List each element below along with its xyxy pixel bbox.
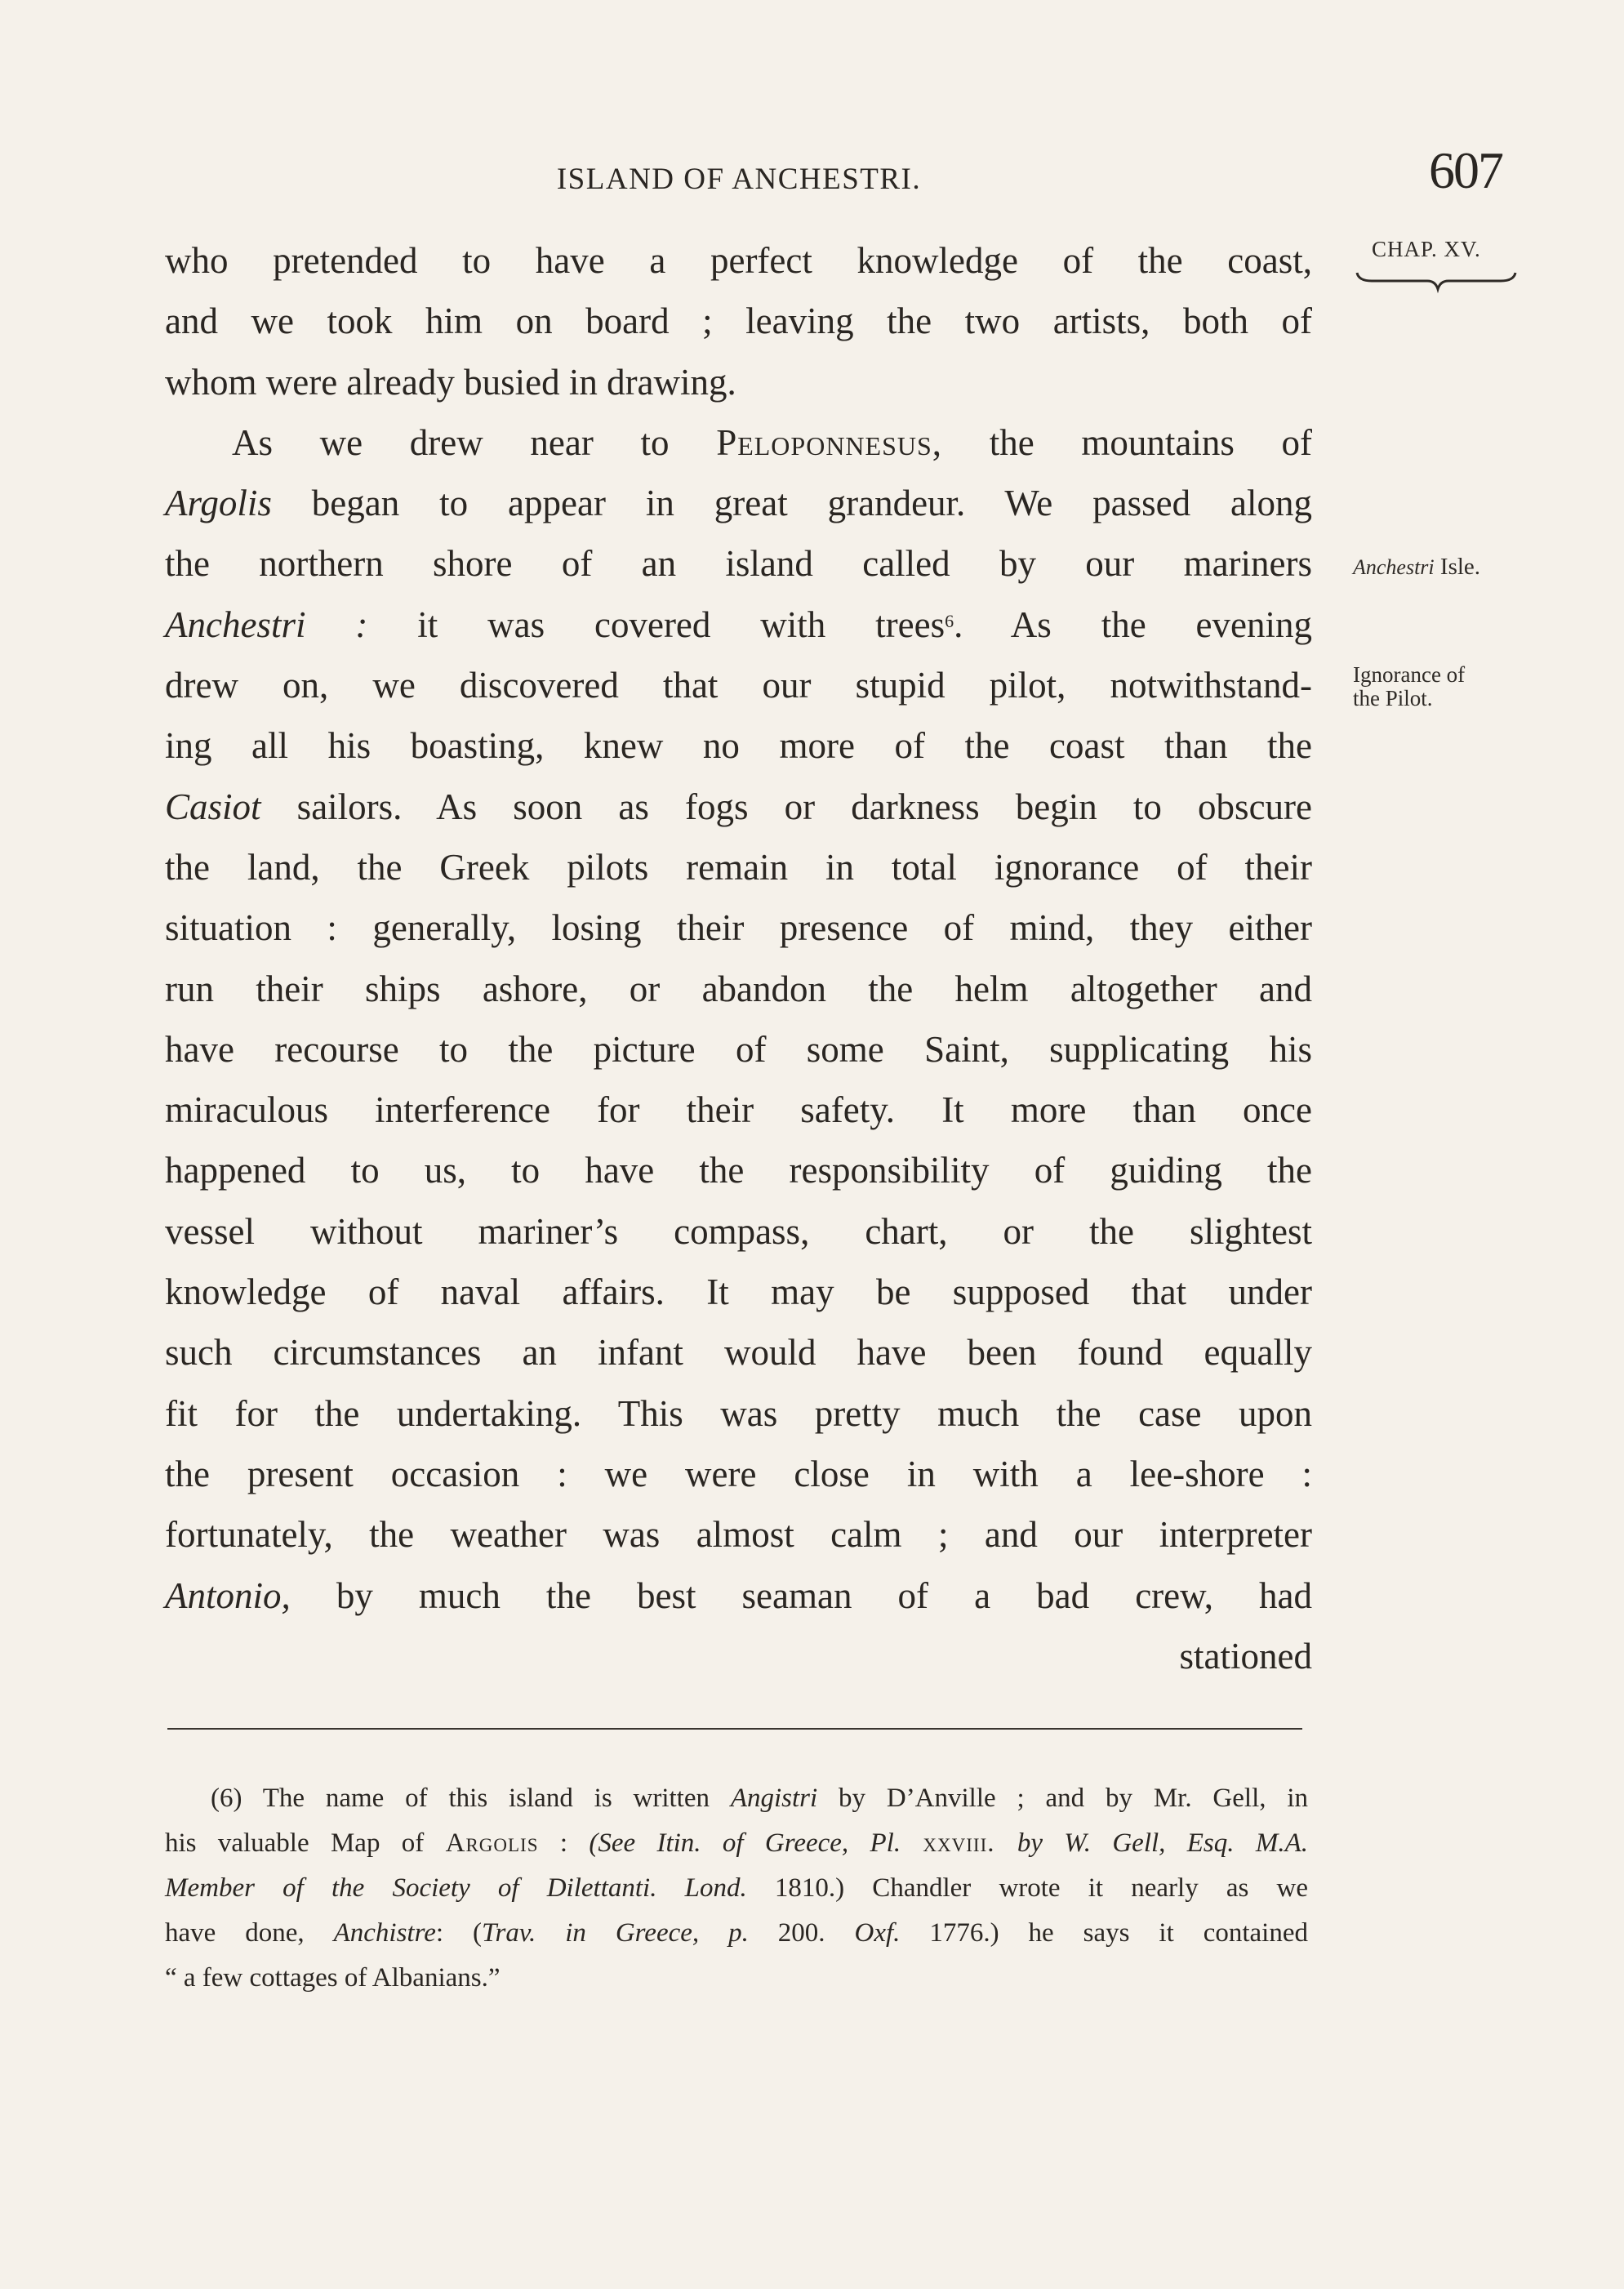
text-line: fortunately, the weather was almost calm ; and our interpreter bbox=[165, 1514, 1312, 1556]
text-line: who pretended to have a perfect knowledge of the coast, bbox=[165, 240, 1312, 281]
text-line: the land, the Greek pilots remain in total ignorance of their bbox=[165, 846, 1312, 888]
text-line: run their ships ashore, or abandon the helm altogether and bbox=[165, 968, 1312, 1009]
footnote-line bbox=[165, 1821, 1308, 1866]
text-run: 1776.) he says it contained bbox=[900, 1918, 1308, 1948]
place-name-anchestri: Anchestri : bbox=[165, 603, 368, 645]
text-run: sailors. As soon as fogs or darkness begin to obscure bbox=[260, 786, 1312, 827]
text-run: Angistri bbox=[730, 1784, 818, 1813]
text-line: happened to us, to have the responsibility of guiding the bbox=[165, 1150, 1312, 1191]
text-line: miraculous interference for their safety. It more than once bbox=[165, 1089, 1312, 1131]
text-run: by much the best seaman of a bad crew, had bbox=[290, 1574, 1312, 1616]
text-run: Argolis bbox=[445, 1828, 539, 1858]
footnote-line bbox=[165, 1776, 1308, 1821]
text-line: vessel without mariner’s compass, chart, or the slightest bbox=[165, 1210, 1312, 1252]
text-run: Anchistre bbox=[333, 1918, 436, 1948]
text-run: Oxf. bbox=[854, 1918, 901, 1948]
text-run: by W. Gell, Esq. M.A. bbox=[1017, 1828, 1308, 1858]
person-name-antonio: Antonio, bbox=[165, 1574, 291, 1616]
text-line: have recourse to the picture of some Saint, supplicating his bbox=[165, 1028, 1312, 1070]
text-run: the mountains of bbox=[942, 421, 1312, 463]
text-line bbox=[165, 595, 1312, 655]
text-line: knowledge of naval affairs. It may be supposed that under bbox=[165, 1271, 1312, 1313]
margin-note-anchestri-isle bbox=[1353, 554, 1480, 581]
text-run: 1810. bbox=[746, 1873, 836, 1903]
text-line: the northern shore of an island called by our mariners bbox=[165, 543, 1312, 585]
text-line: the present occasion : we were close in with a lee-shore : bbox=[165, 1453, 1312, 1494]
text-line bbox=[165, 473, 1312, 533]
running-title: ISLAND OF ANCHESTRI. bbox=[556, 163, 922, 196]
page-number: 607 bbox=[1429, 141, 1502, 199]
text-run: Member of the Society of Dilettanti. Lond. bbox=[165, 1873, 747, 1903]
text-run: it was covered with trees bbox=[367, 603, 945, 645]
footnote-divider bbox=[167, 1728, 1302, 1730]
text-run: Trav. in Greece, p. bbox=[481, 1918, 749, 1948]
text-line: fit for the undertaking. This was pretty much the case upon bbox=[165, 1392, 1312, 1434]
footnote-line bbox=[165, 1866, 1308, 1911]
margin-note-ignorance-of-pilot bbox=[1353, 663, 1465, 710]
margin-chapter-label: CHAP. XV. bbox=[1372, 237, 1481, 261]
text-run: (See Itin. of Greece, Pl. bbox=[589, 1828, 901, 1858]
text-line: and we took him on board ; leaving the two artists, both of bbox=[165, 301, 1312, 342]
margin-note-pilot-line2: the Pilot. bbox=[1353, 686, 1433, 710]
text-line bbox=[165, 412, 1312, 473]
text-run: . As the evening bbox=[954, 603, 1313, 645]
footnote bbox=[165, 1776, 1308, 2001]
text-run: xxviii. bbox=[901, 1828, 1017, 1858]
text-run: his valuable Map of bbox=[165, 1828, 446, 1858]
text-run: 200. bbox=[748, 1918, 855, 1948]
footnote-line: “ a few cottages of Albanians.” bbox=[165, 1963, 501, 1993]
text-run: : bbox=[538, 1828, 590, 1858]
text-line bbox=[165, 777, 1312, 837]
text-line: such circumstances an infant would have been found equally bbox=[165, 1332, 1312, 1374]
text-run: : ( bbox=[435, 1918, 482, 1948]
place-name-casiot: Casiot bbox=[165, 786, 261, 827]
text-line: drew on, we discovered that our stupid pilot, notwithstand- bbox=[165, 665, 1312, 706]
margin-note-pilot-line1: Ignorance of bbox=[1353, 662, 1466, 687]
chapter-brace-ornament bbox=[1354, 268, 1517, 301]
text-run: ) Chandler wrote it nearly as we bbox=[835, 1873, 1308, 1903]
text-run: (6) The name of this island is written bbox=[211, 1784, 731, 1813]
footnote-line bbox=[165, 1911, 1308, 1956]
text-run: began to appear in great grandeur. We passed along bbox=[271, 483, 1312, 524]
margin-note-isle-rest: Isle. bbox=[1434, 554, 1481, 580]
text-run: by D’Anville ; and by Mr. Gell, in bbox=[817, 1784, 1308, 1813]
text-run: have done, bbox=[165, 1918, 334, 1948]
text-line: ing all his boasting, knew no more of the coast than the bbox=[165, 725, 1312, 767]
text-line bbox=[165, 1565, 1312, 1626]
footnote-reference: 6 bbox=[945, 610, 954, 631]
text-line: whom were already busied in drawing. bbox=[165, 361, 736, 403]
text-run: As we drew near to bbox=[232, 421, 717, 463]
place-name-peloponnesus: Peloponnesus, bbox=[716, 421, 943, 463]
main-text bbox=[165, 230, 1312, 1686]
catchword: stationed bbox=[1179, 1635, 1312, 1677]
text-line: situation : generally, losing their presence of mind, they either bbox=[165, 907, 1312, 949]
place-name-argolis: Argolis bbox=[165, 483, 272, 524]
margin-note-isle-italic: Anchestri bbox=[1353, 555, 1435, 579]
